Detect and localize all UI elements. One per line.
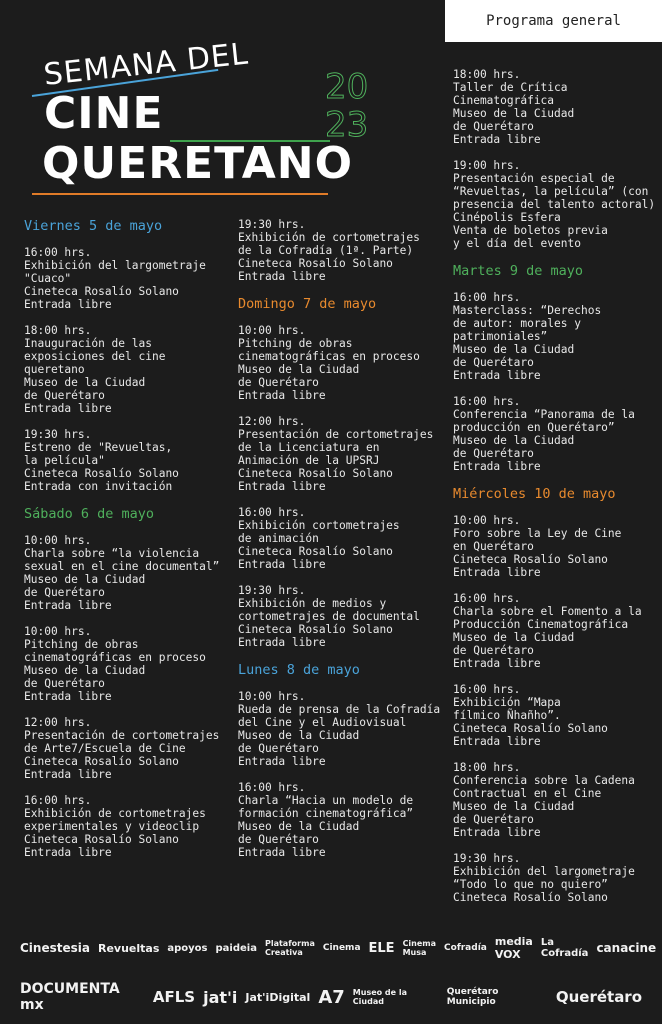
event-title — [30, 36, 369, 200]
schedule-column-2 — [238, 218, 443, 872]
sponsor-logo: Plataforma Creativa — [264, 939, 315, 957]
schedule-event: 19:30 hrs. Exhibición de cortometrajes de la Cofradía (1ª. Parte) Cineteca Rosalío Solano Entrada libre — [238, 218, 420, 283]
year-top: 20 — [325, 67, 369, 107]
schedule-event: 16:00 hrs. Charla “Hacia un modelo de formación cinematográfica” Museo de la Ciudad de Querétaro Entrada libre — [238, 781, 414, 859]
sponsor-logo: Museo de la Ciudad — [352, 988, 407, 1006]
schedule-event: 16:00 hrs. Conferencia “Panorama de la producción en Querétaro” Museo de la Ciudad de Querétaro Entrada libre — [453, 395, 635, 473]
title-line-2: CINE — [44, 88, 164, 139]
sponsor-logo: AFLS — [152, 988, 196, 1006]
day-heading: Domingo 7 de mayo — [238, 296, 377, 312]
schedule-event: 16:00 hrs. Exhibición del largometraje "Cuaco" Cineteca Rosalío Solano Entrada libre — [24, 246, 206, 311]
sponsor-logo: Cinema — [322, 943, 361, 953]
schedule-event: 10:00 hrs. Rueda de prensa de la Cofradía del Cine y el Audiovisual Museo de la Ciudad de Querétaro Entrada libre — [238, 690, 441, 768]
title-line-3: QUERETANO — [42, 138, 354, 189]
schedule-event: 16:00 hrs. Exhibición de cortometrajes experimentales y videoclip Cineteca Rosalío Solano Entrada libre — [24, 794, 206, 859]
schedule-event: 10:00 hrs. Pitching de obras cinematográficas en proceso Museo de la Ciudad de Querétaro Entrada libre — [238, 324, 420, 402]
schedule-event: 10:00 hrs. Foro sobre la Ley de Cine en Querétaro Cineteca Rosalío Solano Entrada libre — [453, 514, 622, 579]
sponsor-logo: Cinema Musa — [402, 939, 437, 957]
year-label — [325, 67, 369, 145]
schedule-event: 19:30 hrs. Exhibición del largometraje “Todo lo que no quiero” Cineteca Rosalío Solano — [453, 852, 635, 904]
schedule-column-3 — [453, 68, 658, 917]
sponsor-logo: Cofradía — [444, 943, 487, 953]
sponsor-logo: La Cofradía — [540, 937, 589, 959]
sponsor-logo: jat'i — [203, 987, 238, 1007]
schedule-event: 12:00 hrs. Presentación de cortometrajes de la Licenciatura en Animación de la UPSRJ Cineteca Rosalío Solano Entrada libre — [238, 415, 434, 493]
day-heading: Miércoles 10 de mayo — [453, 486, 616, 502]
schedule-event: 18:00 hrs. Inauguración de las exposiciones del cine queretano Museo de la Ciudad de Querétaro Entrada libre — [24, 324, 166, 415]
sponsor-logo: Querétaro — [555, 988, 643, 1006]
sponsor-logo: media VOX — [494, 935, 533, 961]
sponsor-logo: DOCUMENTA mx — [20, 981, 120, 1013]
schedule-event: 19:30 hrs. Exhibición de medios y cortometrajes de documental Cineteca Rosalío Solano Entrada libre — [238, 584, 420, 649]
program-tag: Programa general — [445, 0, 662, 42]
sponsor-logo: paideia — [215, 942, 257, 954]
day-heading: Sábado 6 de mayo — [24, 506, 155, 522]
day-heading: Martes 9 de mayo — [453, 263, 584, 279]
sponsor-logo: canacine — [596, 941, 657, 955]
schedule-event: 19:00 hrs. Presentación especial de “Revueltas, la película” (con presencia del talento actoral) Cinépolis Esfera Venta de boletos previa y el día del evento — [453, 159, 656, 250]
schedule-event: 10:00 hrs. Pitching de obras cinematográficas en proceso Museo de la Ciudad de Querétaro Entrada libre — [24, 625, 206, 703]
year-bottom: 23 — [325, 105, 369, 145]
day-heading: Viernes 5 de mayo — [24, 218, 163, 234]
accent-line-orange — [32, 193, 328, 195]
sponsor-logo: Revueltas — [97, 941, 160, 955]
schedule-event: 16:00 hrs. Exhibición cortometrajes de animación Cineteca Rosalío Solano Entrada libre — [238, 506, 400, 571]
schedule-event: 12:00 hrs. Presentación de cortometrajes de Arte7/Escuela de Cine Cineteca Rosalío Solano Entrada libre — [24, 716, 220, 781]
sponsor-logo: Cinestesia — [20, 941, 90, 955]
day-heading: Lunes 8 de mayo — [238, 662, 360, 678]
sponsor-logo: apoyos — [167, 942, 208, 954]
schedule-event: 16:00 hrs. Exhibición “Mapa fílmico Ñhañho”. Cineteca Rosalío Solano Entrada libre — [453, 683, 608, 748]
schedule-event: 16:00 hrs. Masterclass: “Derechos de autor: morales y patrimoniales” Museo de la Ciudad de Querétaro Entrada libre — [453, 291, 602, 382]
sponsor-logo: Jat'iDigital — [245, 990, 311, 1004]
schedule-event: 19:30 hrs. Estreno de "Revueltas, la película" Cineteca Rosalío Solano Entrada con invitación — [24, 428, 179, 493]
title-line-1: SEMANA DEL — [42, 36, 251, 93]
sponsor-logo: Querétaro Municipio — [446, 987, 499, 1007]
sponsor-logos — [16, 930, 657, 1015]
schedule-event: 18:00 hrs. Taller de Crítica Cinematográfica Museo de la Ciudad de Querétaro Entrada libre — [453, 68, 575, 146]
logo-row-1 — [16, 930, 657, 966]
schedule-column-1 — [24, 218, 224, 872]
schedule-event: 18:00 hrs. Conferencia sobre la Cadena Contractual en el Cine Museo de la Ciudad de Querétaro Entrada libre — [453, 761, 635, 839]
sponsor-logo: ELE — [368, 940, 395, 956]
schedule-event: 16:00 hrs. Charla sobre el Fomento a la Producción Cinematográfica Museo de la Ciudad de Querétaro Entrada libre — [453, 592, 642, 670]
logo-row-2 — [16, 979, 646, 1015]
sponsor-logo: A7 — [318, 986, 345, 1008]
schedule-event: 10:00 hrs. Charla sobre “la violencia sexual en el cine documental” Museo de la Ciudad de Querétaro Entrada libre — [24, 534, 220, 612]
